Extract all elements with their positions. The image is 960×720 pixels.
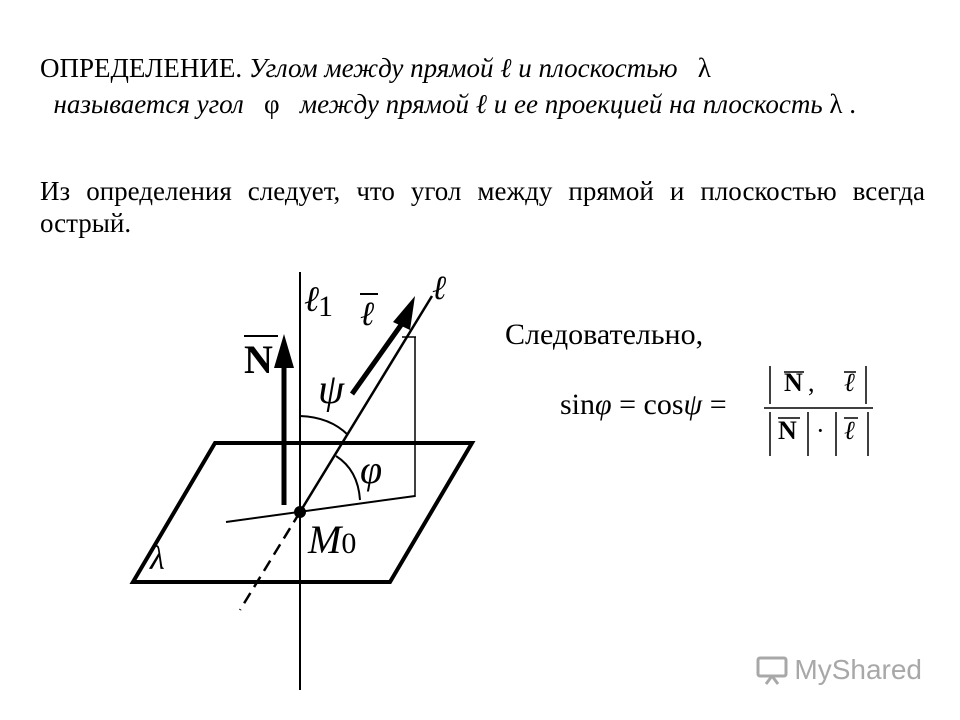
formula [560, 388, 727, 422]
formula-eq1: = [619, 388, 637, 421]
definition-end: . [849, 89, 857, 119]
point-M0 [294, 506, 306, 518]
watermark [756, 654, 922, 686]
label-phi: φ [360, 447, 383, 492]
angle-phi-arc [336, 456, 360, 500]
vector-N-arrowhead [274, 334, 294, 368]
formula-psi: ψ [683, 388, 703, 421]
definition-text-2: и плоскостью [518, 53, 678, 83]
formula-num-N: N [784, 368, 803, 397]
definition-lead: ОПРЕДЕЛЕНИЕ. [40, 53, 243, 83]
angle-psi-arc [300, 416, 348, 435]
label-plane-lambda: λ [150, 540, 165, 577]
formula-sin: sin [560, 388, 596, 421]
consequence-note: Из определения следует, что угол между прямой и плоскостью всегда острый. [40, 176, 925, 238]
formula-cos: cos [643, 388, 684, 421]
label-l: ℓ [432, 270, 447, 307]
watermark-text: MyShared [794, 654, 922, 685]
definition-text-5: и ее проекцией на плоскость [493, 89, 823, 119]
label-l-bar: ℓ [360, 296, 375, 333]
line-l-hidden [240, 512, 300, 610]
label-l1: ℓ [304, 279, 319, 319]
conclusion-text: Следовательно, [505, 318, 704, 351]
definition-text-4: между прямой [299, 89, 469, 119]
symbol-line-l-2: ℓ [475, 89, 487, 119]
definition-text-1: Углом между прямой [248, 53, 494, 83]
formula-num-comma: , [808, 368, 815, 397]
formula-den-l: ℓ [844, 416, 855, 445]
presentation-icon [756, 655, 788, 685]
symbol-lambda: λ [697, 53, 711, 83]
label-N: N [244, 337, 273, 382]
symbol-phi: φ [264, 89, 280, 119]
formula-den-N: N [778, 416, 797, 445]
vector-l-arrowhead [393, 296, 415, 330]
formula-num-l: ℓ [844, 368, 855, 397]
formula-phi: φ [595, 388, 612, 421]
symbol-line-l: ℓ [500, 53, 512, 83]
definition-text-3: называется угол [53, 89, 244, 119]
label-M0: M0 [308, 517, 357, 562]
formula-eq2: = [709, 388, 727, 421]
formula-den-dot: · [816, 416, 825, 445]
symbol-lambda-2: λ [829, 89, 843, 119]
label-l1-subscript: 1 [318, 290, 333, 323]
label-psi: ψ [318, 367, 345, 413]
